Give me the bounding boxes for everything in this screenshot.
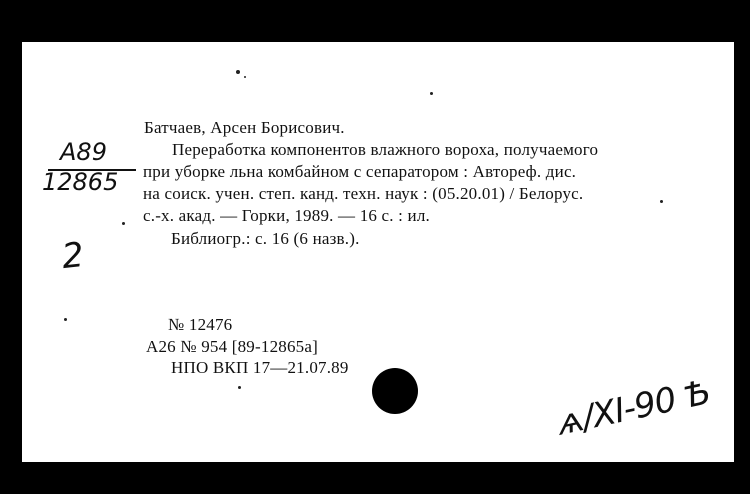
record-number: № 12476 — [168, 315, 233, 334]
scan-speck — [430, 92, 433, 95]
scan-speck — [660, 200, 663, 203]
publisher-line: НПО ВКП 17—21.07.89 — [171, 358, 349, 377]
title-line-3: на соиск. учен. степ. канд. техн. наук : (05.20.01) / Белорус. — [143, 184, 584, 203]
title-line-1: Переработка компонентов влажного вороха, получаемого — [172, 140, 599, 159]
title-line-2: при уборке льна комбайном с сепаратором : Автореф. дис. — [143, 162, 577, 181]
title-line-4: с.-х. акад. — Горки, 1989. — 16 с. : ил. — [143, 206, 430, 225]
registration-line: А26 № 954 [89-12865а] — [146, 337, 318, 356]
scan-speck — [236, 70, 240, 74]
shelf-mark-bottom: 12865 — [42, 168, 119, 196]
scan-speck — [244, 76, 246, 78]
handwritten-signature: ѧ/XI-90 Ѣ — [553, 372, 714, 444]
bibliography-note: Библиогр.: с. 16 (6 назв.). — [171, 229, 360, 248]
scan-border-bottom — [0, 462, 750, 494]
author-heading: Батчаев, Арсен Борисович. — [144, 118, 345, 137]
scan-speck — [122, 222, 125, 225]
scan-border-top — [0, 0, 750, 42]
shelf-mark-top: A89 — [60, 138, 107, 166]
punch-hole — [372, 368, 418, 414]
scan-speck — [238, 386, 241, 389]
copy-mark: 2 — [59, 234, 86, 278]
scan-speck — [64, 318, 67, 321]
